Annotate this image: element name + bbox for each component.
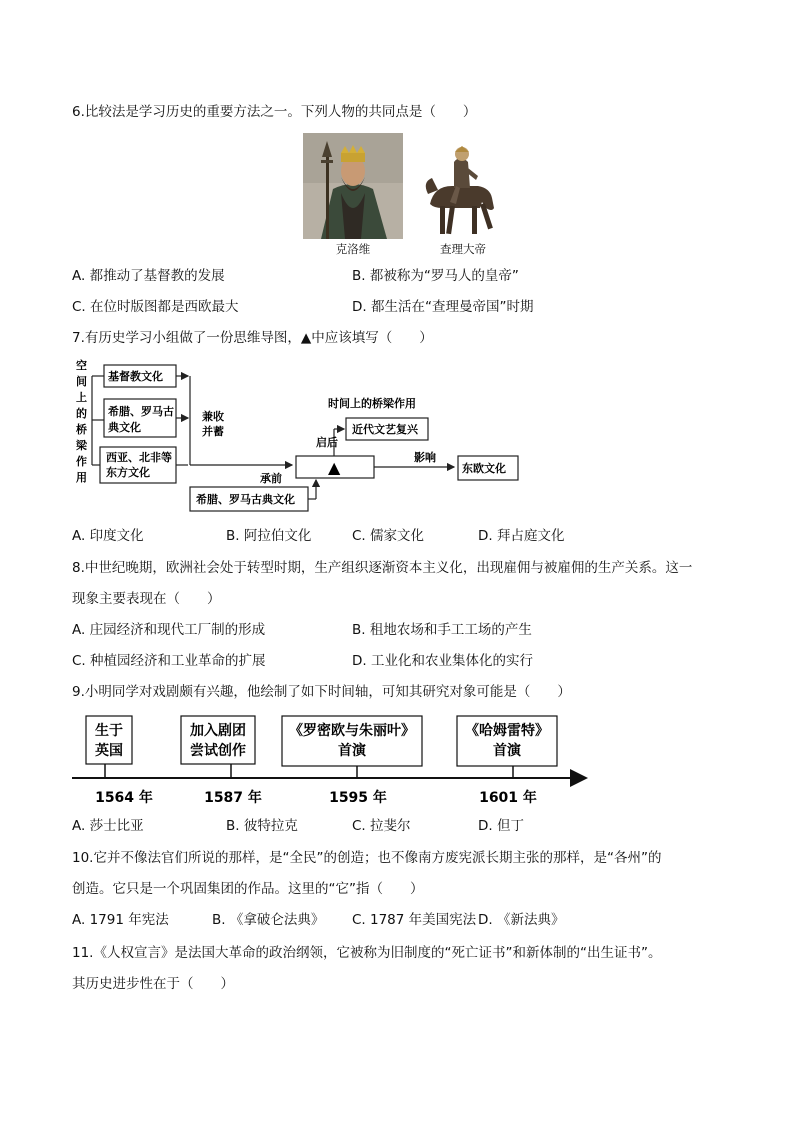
q8-option-a: A. 庄园经济和现代工厂制的形成 xyxy=(72,622,266,638)
q10-option-c: C. 1787 年美国宪法 xyxy=(352,912,477,928)
q11-stem-line2: 其历史进步性在于（ ） xyxy=(72,976,234,992)
svg-text:间: 间 xyxy=(76,375,87,388)
caption-clovis: 克洛维 xyxy=(335,242,371,256)
timeline-year-2: 1587 年 xyxy=(204,790,262,806)
q7-option-c: C. 儒家文化 xyxy=(352,528,425,544)
box-classical: 希腊、罗马古典文化 xyxy=(196,493,295,506)
q6-option-c: C. 在位时版图都是西欧最大 xyxy=(72,299,239,315)
q11-stem-line1: 11.《人权宣言》是法国大革命的政治纲领，它被称为旧制度的“死亡证书”和新体制的“出生证书”。 xyxy=(72,945,662,961)
timeline-event-2-line2: 尝试创作 xyxy=(190,743,246,759)
q8-stem-line1: 8.中世纪晚期，欧洲社会处于转型时期，生产组织逐渐资本主义化，出现雇佣与被雇佣的生产关系。这一 xyxy=(72,560,693,576)
timeline-event-4-line2: 首演 xyxy=(493,743,521,759)
side-label xyxy=(76,358,88,484)
q9-timeline xyxy=(70,712,594,810)
svg-text:梁: 梁 xyxy=(76,439,87,452)
q9-option-a: A. 莎士比亚 xyxy=(72,818,144,834)
q9-stem: 9.小明同学对戏剧颇有兴趣，他绘制了如下时间轴，可知其研究对象可能是（ ） xyxy=(72,684,571,700)
q6-stem: 6.比较法是学习历史的重要方法之一。下列人物的共同点是（ ） xyxy=(72,104,477,120)
caption-charlemagne: 查理大帝 xyxy=(440,242,486,256)
q9-option-d: D. 但丁 xyxy=(478,818,524,834)
timeline-event-2-line1: 加入剧团 xyxy=(190,723,246,739)
q7-option-d: D. 拜占庭文化 xyxy=(478,528,565,544)
timeline-event-1-line1: 生于 xyxy=(95,723,123,739)
timeline-year-3: 1595 年 xyxy=(329,790,387,806)
label-time-bridge: 时间上的桥梁作用 xyxy=(328,397,416,410)
center-triangle: ▲ xyxy=(328,458,341,477)
clovis-portrait-image xyxy=(303,133,403,239)
box-east-2: 东方文化 xyxy=(106,466,150,479)
q6-option-d: D. 都生活在“查理曼帝国”时期 xyxy=(352,299,534,315)
q9-option-c: C. 拉斐尔 xyxy=(352,818,411,834)
svg-text:桥: 桥 xyxy=(76,423,87,436)
q8-option-c: C. 种植园经济和工业革命的扩展 xyxy=(72,653,266,669)
q10-stem-line2: 创造。它只是一个巩固集团的作品。这里的“它”指（ ） xyxy=(72,881,424,897)
q6-option-b: B. 都被称为“罗马人的皇帝” xyxy=(352,268,519,284)
q8-stem-line2: 现象主要表现在（ ） xyxy=(72,591,221,607)
q10-stem-line1: 10.它并不像法官们所说的那样，是“全民”的创造；也不像南方废宪派长期主张的那样，是“各州”的 xyxy=(72,850,662,866)
box-east-1: 西亚、北非等 xyxy=(106,451,172,464)
svg-text:空: 空 xyxy=(76,359,87,372)
label-inspire: 启后 xyxy=(316,436,338,449)
timeline-event-1-line2: 英国 xyxy=(95,743,123,759)
q10-option-b: B. 《拿破仑法典》 xyxy=(212,912,325,928)
svg-text:作: 作 xyxy=(76,455,87,468)
box-greco-roman-2: 典文化 xyxy=(108,421,141,434)
q7-option-b: B. 阿拉伯文化 xyxy=(226,528,312,544)
box-greco-roman-1: 希腊、罗马古 xyxy=(108,405,174,418)
label-inherit: 承前 xyxy=(260,472,282,485)
svg-text:用: 用 xyxy=(76,471,87,484)
label-influence: 影响 xyxy=(414,451,436,464)
q6-option-a: A. 都推动了基督教的发展 xyxy=(72,268,225,284)
q8-option-d: D. 工业化和农业集体化的实行 xyxy=(352,653,533,669)
timeline-year-4: 1601 年 xyxy=(479,790,537,806)
timeline-year-1: 1564 年 xyxy=(95,790,153,806)
q10-option-d: D. 《新法典》 xyxy=(478,912,565,928)
q8-option-b: B. 租地农场和手工工场的产生 xyxy=(352,622,532,638)
svg-text:上: 上 xyxy=(76,391,87,404)
charlemagne-statue-image xyxy=(420,142,498,238)
timeline-event-4-line1: 《哈姆雷特》 xyxy=(465,723,549,739)
timeline-event-3-line1: 《罗密欧与朱丽叶》 xyxy=(289,723,415,739)
label-merge-1: 兼收 xyxy=(202,410,224,423)
box-east-europe: 东欧文化 xyxy=(462,462,506,475)
q7-mind-map xyxy=(70,355,530,517)
q9-option-b: B. 彼特拉克 xyxy=(226,818,298,834)
q7-stem: 7.有历史学习小组做了一份思维导图，▲中应该填写（ ） xyxy=(72,330,433,346)
label-merge-2: 并蓄 xyxy=(202,425,224,438)
svg-text:的: 的 xyxy=(76,407,87,420)
box-christian-culture: 基督教文化 xyxy=(108,370,163,383)
q7-option-a: A. 印度文化 xyxy=(72,528,144,544)
q10-option-a: A. 1791 年宪法 xyxy=(72,912,169,928)
box-renaissance: 近代文艺复兴 xyxy=(352,423,418,436)
timeline-event-3-line2: 首演 xyxy=(338,743,366,759)
